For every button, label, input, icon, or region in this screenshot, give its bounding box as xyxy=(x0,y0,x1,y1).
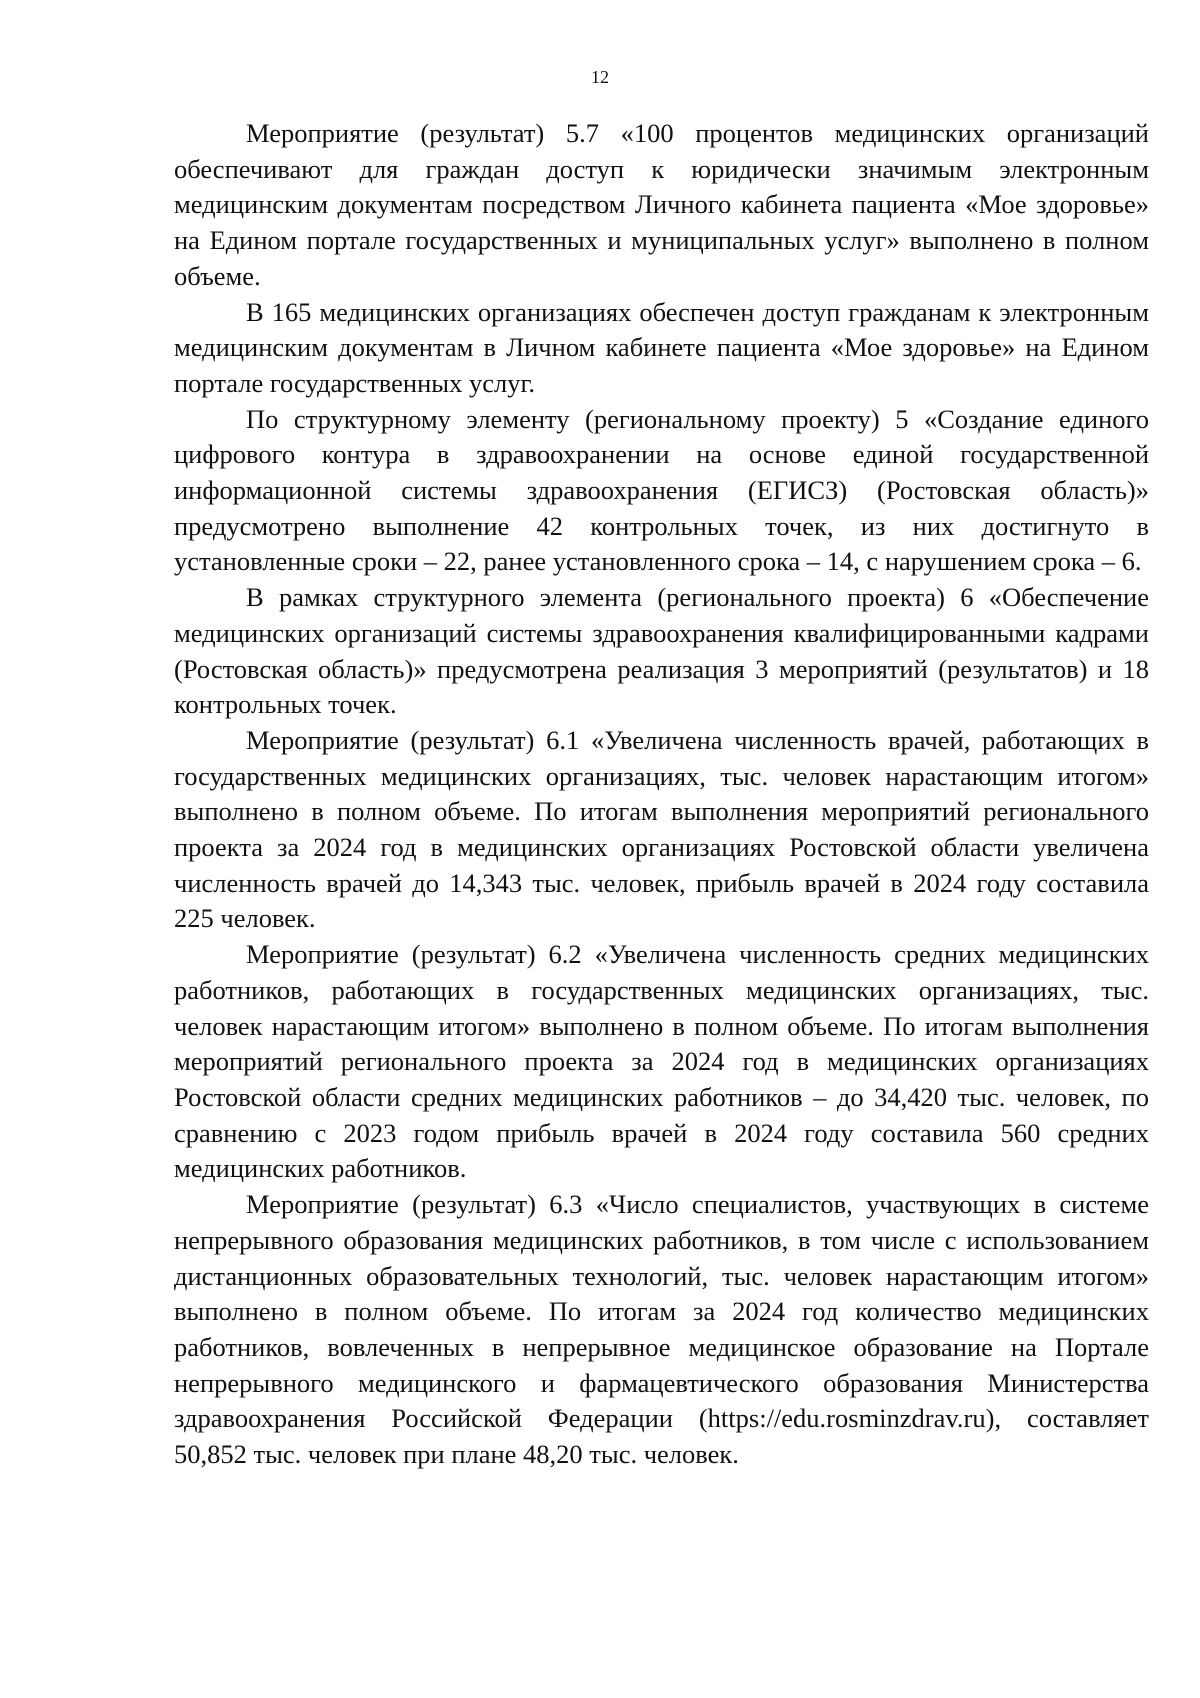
paragraph-165-organizations: В 165 медицинских организациях обеспечен доступ гражданам к электронным медицинским документам в Личном кабинете пациента «Мое здоровье» на Едином портале государственных услуг. xyxy=(174,296,1149,398)
paragraph-project-6-overview: В рамках структурного элемента (регионального проекта) 6 «Обеспечение медицинских организаций системы здравоохранения квалифицированными кадрами (Ростовская область)» предусмотрена реализация 3 мероприятий (результатов) и 18 контрольных точек. xyxy=(174,582,1149,720)
paragraph-project-5-checkpoints: По структурному элементу (региональному проекту) 5 «Создание единого цифрового контура в здравоохранении на основе единой государственной информационной системы здравоохранения (ЕГИСЗ) (Ростовская область)» предусмотрено выполнение 42 контрольных точек, из них достигнуто в установленные сроки – 22, ранее установленного срока – 14, с нарушением срока – 6. xyxy=(174,403,1149,577)
paragraph-measure-5-7: Мероприятие (результат) 5.7 «100 процентов медицинских организаций обеспечивают для граждан доступ к юридически значимым электронным медицинским документам посредством Личного кабинета пациента «Мое здоровье» на Едином портале государственных и муниципальных услуг» выполнено в полном объеме. xyxy=(174,118,1149,291)
paragraph-measure-6-1: Мероприятие (результат) 6.1 «Увеличена численность врачей, работающих в государственных медицинских организациях, тыс. человек нарастающим итогом» выполнено в полном объеме. По итогам выполнения мероприятий регионального проекта за 2024 год в медицинских организациях Ростовской области увеличена численность врачей до 14,343 тыс. человек, прибыль врачей в 2024 году составила 225 человек. xyxy=(174,724,1149,934)
paragraph-measure-6-3: Мероприятие (результат) 6.3 «Число специалистов, участвующих в системе непрерывного образования медицинских работников, в том числе с использованием дистанционных образовательных технологий, тыс. человек нарастающим итогом» выполнено в полном объеме. По итогам за 2024 год количество медицинских работников, вовлеченных в непрерывное медицинское образование на Портале непрерывного медицинского и фармацевтического образования Министерства здравоохранения Российской Федерации (https://edu.rosminzdrav.ru), составляет 50,852 тыс. человек при плане 48,20 тыс. человек. xyxy=(174,1189,1149,1470)
document-body xyxy=(174,116,1149,1473)
paragraph-measure-6-2: Мероприятие (результат) 6.2 «Увеличена численность средних медицинских работников, работающих в государственных медицинских организациях, тыс. человек нарастающим итогом» выполнено в полном объеме. По итогам выполнения мероприятий регионального проекта за 2024 год в медицинских организациях Ростовской области средних медицинских работников – до 34,420 тыс. человек, по сравнению с 2023 годом прибыль врачей в 2024 году составила 560 средних медицинских работников. xyxy=(174,939,1149,1184)
page-number: 12 xyxy=(591,67,609,87)
